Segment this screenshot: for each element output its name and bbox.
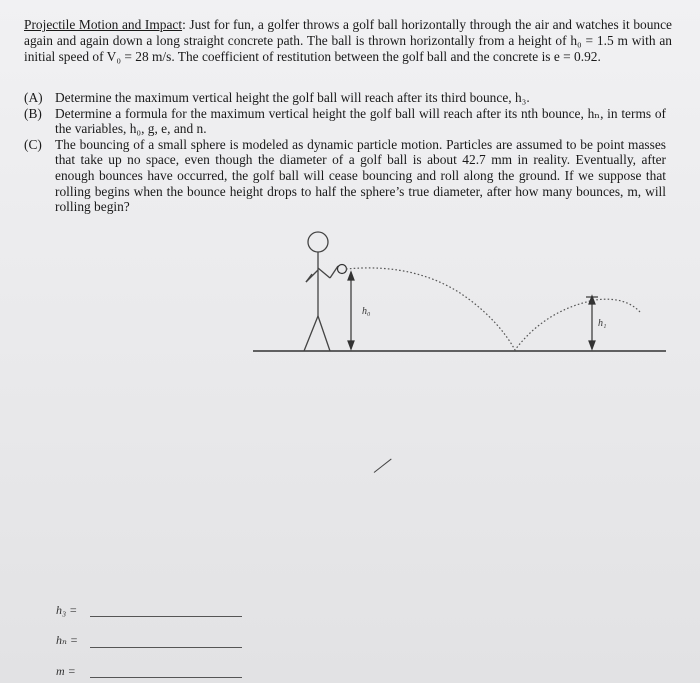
h0-arrow: [348, 272, 354, 349]
h1-arrow: [586, 296, 598, 349]
part-b: [24, 106, 666, 137]
part-a-label: (A): [24, 90, 43, 105]
bouncing-ball-figure: [0, 220, 700, 360]
part-b-label: (B): [24, 105, 42, 121]
answer-line-hn[interactable]: [90, 647, 242, 648]
problem-intro: [24, 17, 672, 64]
problem-statement: : Just for fun, a golfer throws a golf ball horizontally through the air and watches it bounce again and again down a long straight concrete path. The ball is thrown horizontally from a height of h₀ = 1.5 m with an initial speed of V₀ = 28 m/s. The coefficient of restitution between the golf ball and the concrete is e = 0.92.: [24, 17, 672, 64]
part-a: [24, 90, 666, 106]
part-c-text: The bouncing of a small sphere is modeled as dynamic particle motion. Particles are assumed to be point masses that take up no space, even though the diameter of a golf ball is about 42.7 mm in reality. Eventually, after enough bounces have occurred, the golf ball will cease bouncing and roll along the ground. If we suppose that rolling begins when the bounce height drops to half the sphere’s true diameter, after how many bounces, m, will rolling begin?: [55, 136, 666, 215]
part-c: [24, 137, 666, 215]
trajectory-path: [346, 268, 640, 350]
golf-ball-icon: [338, 265, 347, 274]
h0-label: h₀: [362, 306, 371, 317]
pen-mark: [374, 459, 392, 473]
part-b-text: Determine a formula for the maximum vertical height the golf ball will reach after its nth bounce, hₙ, in terms of the variables, h₀, g, e, and n.: [55, 105, 666, 137]
answer-label-hn: hₙ =: [56, 633, 78, 647]
part-c-label: (C): [24, 136, 42, 152]
part-a-text: Determine the maximum vertical height the golf ball will reach after its third bounce, h₃.: [55, 90, 530, 105]
answer-line-m[interactable]: [90, 677, 242, 678]
problem-parts: [24, 90, 666, 215]
golfer-icon: [304, 232, 338, 351]
problem-title: Projectile Motion and Impact: [24, 17, 183, 33]
answer-label-m: m =: [56, 664, 76, 678]
answer-label-h3: h₃ =: [56, 603, 78, 617]
h1-label: h₁: [598, 318, 607, 329]
answer-line-h3[interactable]: [90, 616, 242, 617]
